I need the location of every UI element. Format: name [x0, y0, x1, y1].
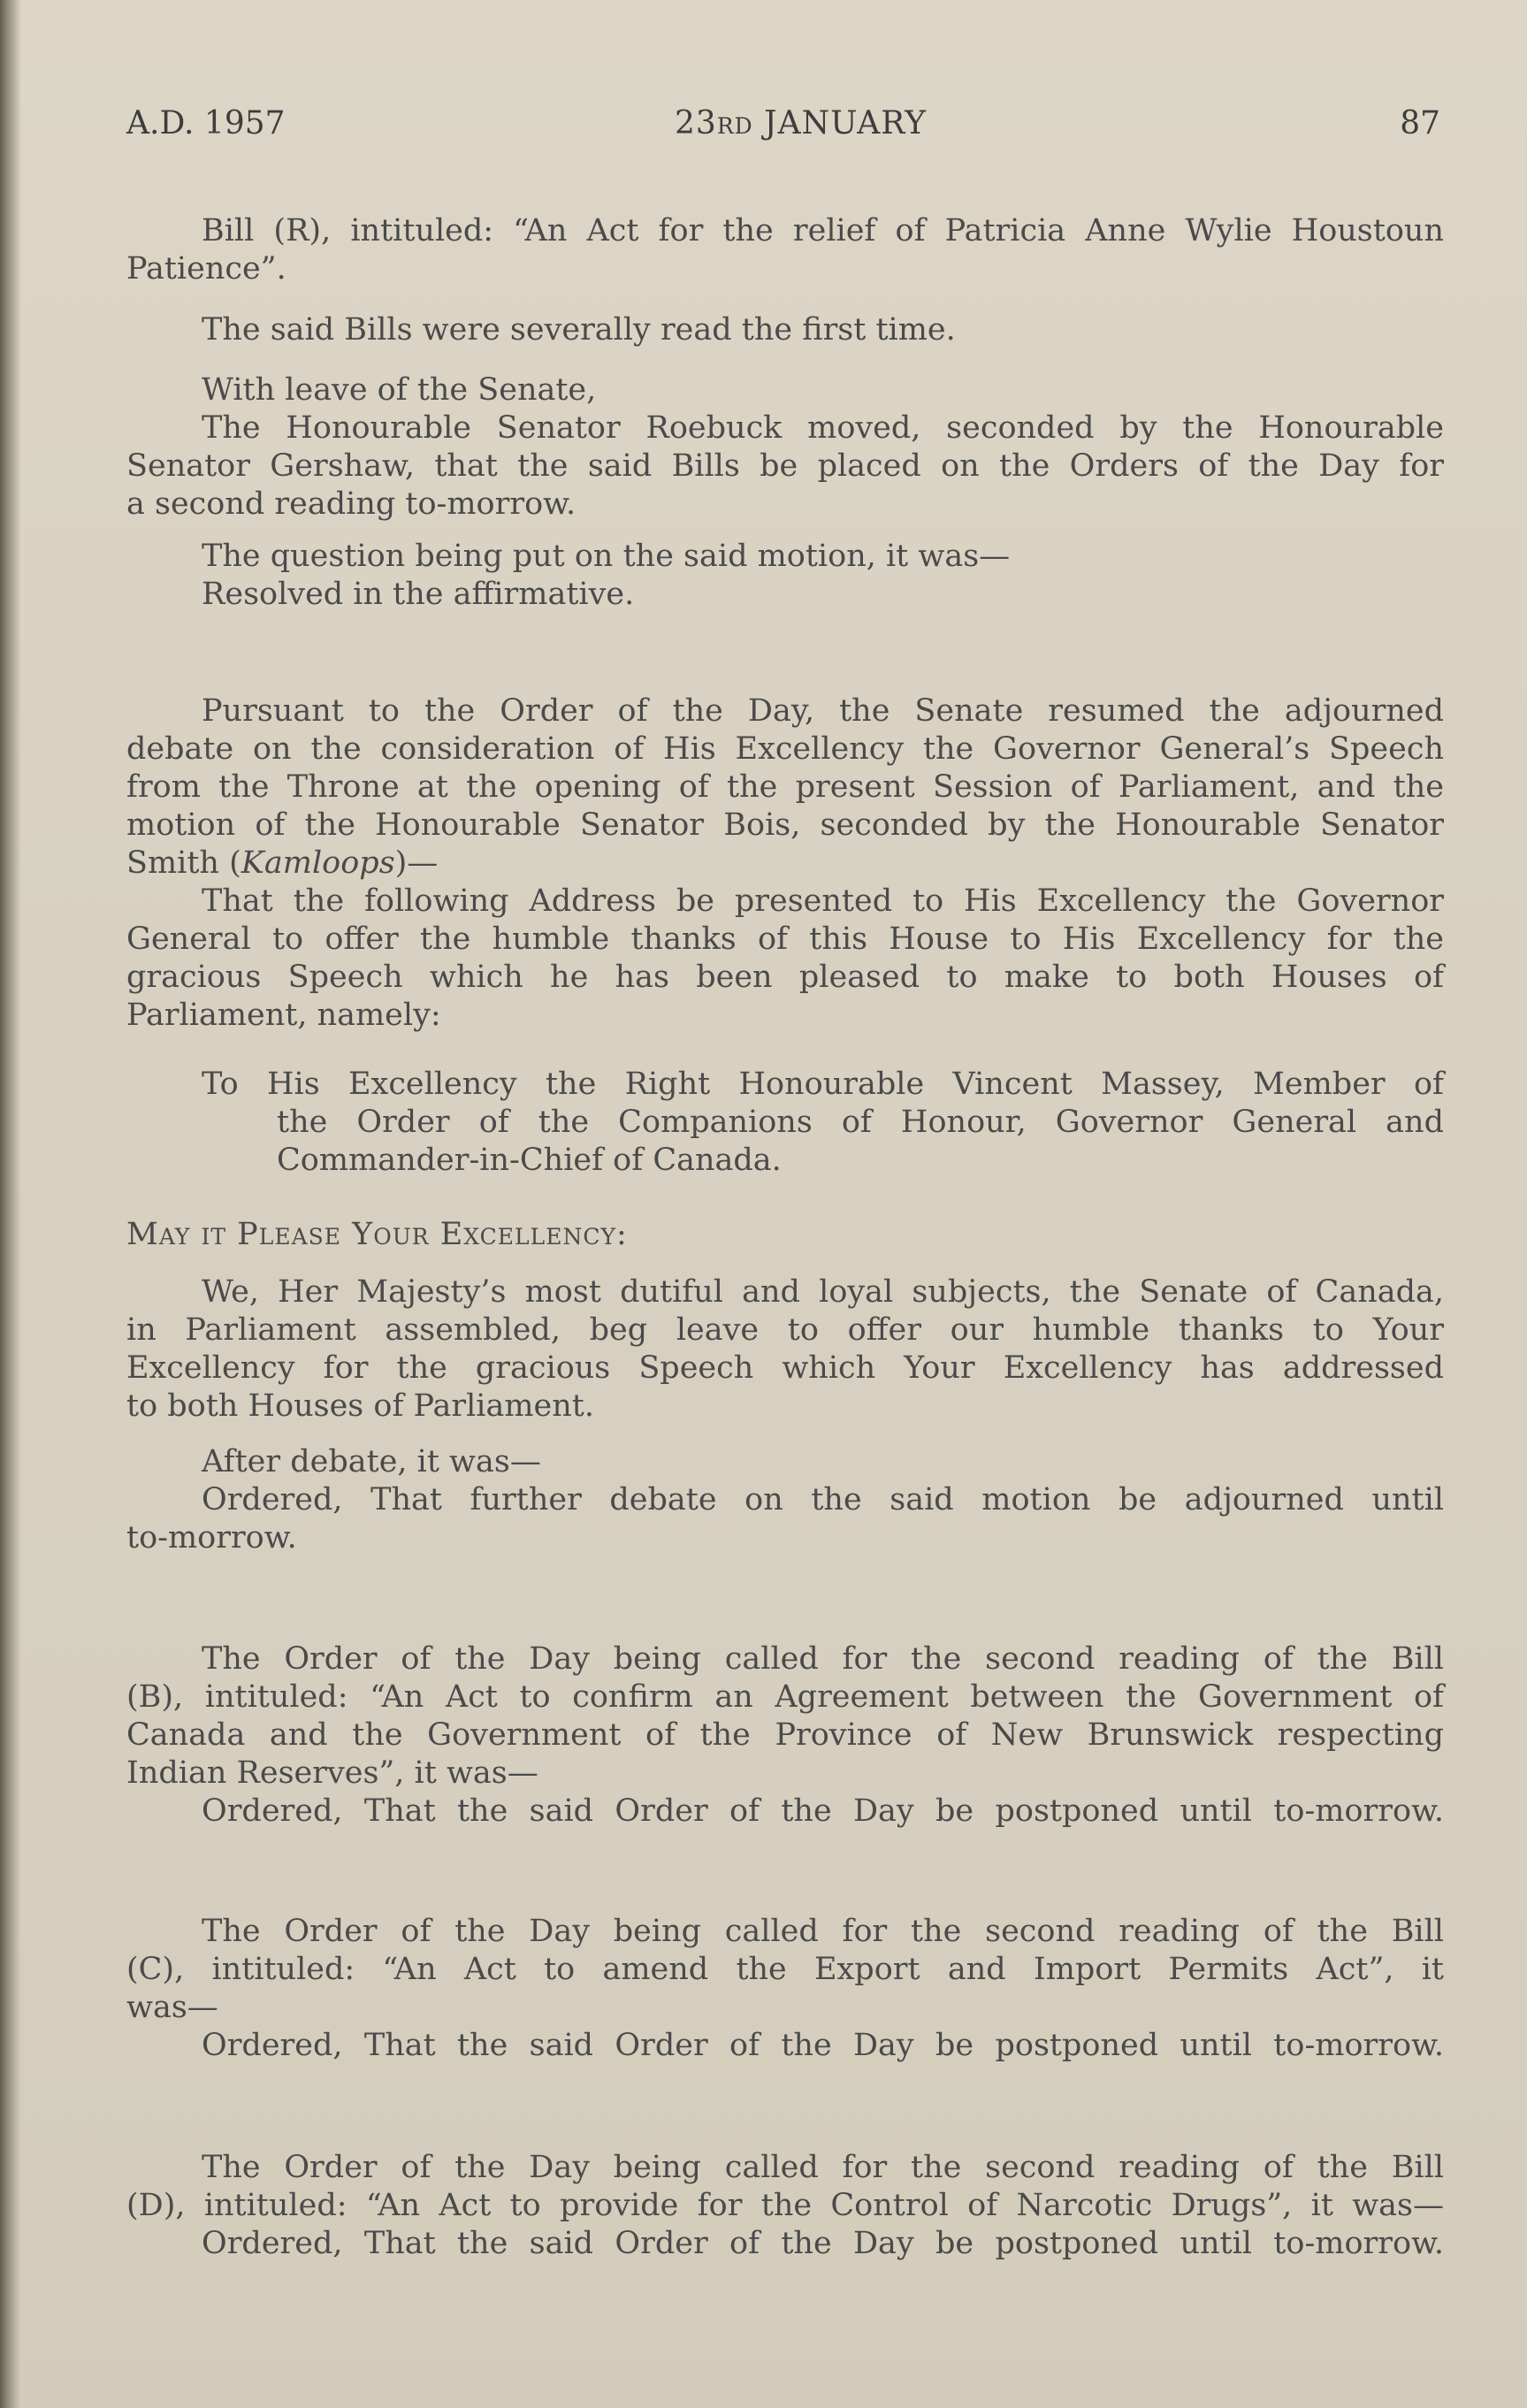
page-number: 87 [1400, 105, 1440, 141]
salutation: May it Please Your Excellency: [126, 1217, 628, 1252]
paragraph-bill-c: The Order of the Day being called for the second reading of the Bill (C), intituled: “An Act to amend the Export and Import Permits Act”, it was— Ordered, That the said Order of the Day be postponed until to-morrow. [126, 1914, 1444, 2063]
paragraph-leave-of-senate: With leave of the Senate, The Honourable Senator Roebuck moved, seconded by the Honourable Senator Gershaw, that the said Bills be placed on the Orders of the Day for a second reading to-morrow. [126, 372, 1444, 522]
paragraph-to-his-excellency: To His Excellency the Right Honourable Vincent Massey, Member of the Order of the Companions of Honour, Governor General and Commander-in-Chief of Canada. [202, 1066, 1444, 1178]
running-header [126, 104, 1444, 147]
paragraph-pursuant: Pursuant to the Order of the Day, the Senate resumed the adjourned debate on the consideration of His Excellency the Governor General’s Speech from the Throne at the opening of the present Session of Parliament, and the motion of the Honourable Senator Bois, seconded by the Honourable Senator Smith (Kamloops)— [126, 693, 1444, 881]
paragraph-question-resolved: The question being put on the said motion, it was— Resolved in the affirmative. [202, 539, 1011, 612]
paragraph-after-debate: After debate, it was— Ordered, That further debate on the said motion be adjourned until to-morrow. [126, 1444, 1444, 1556]
paragraph-bill-b: The Order of the Day being called for the second reading of the Bill (B), intituled: “An Act to confirm an Agreement between the Government of Canada and the Government of the Province of New Brunswick respecting Indian Reserves”, it was— Ordered, That the said Order of the Day be postponed until to-morrow. [126, 1641, 1444, 1829]
header-date: 23RD JANUARY [675, 105, 928, 141]
book-spine-shadow [0, 0, 21, 2408]
paragraph-address: That the following Address be presented to His Excellency the Governor General to offer the humble thanks of this House to His Excellency for the gracious Speech which he has been pleased to make to both Houses of Parliament, namely: [126, 883, 1444, 1033]
header-year: A.D. 1957 [126, 105, 286, 141]
paragraph-first-reading: The said Bills were severally read the first time. [202, 312, 956, 348]
paragraph-bill-r: Bill (R), intituled: “An Act for the relief of Patricia Anne Wylie Houstoun Patience”. [126, 213, 1444, 287]
paragraph-loyal-subjects: We, Her Majesty’s most dutiful and loyal subjects, the Senate of Canada, in Parliament assembled, beg leave to offer our humble thanks to Your Excellency for the gracious Speech which Your Excellency has addressed to both Houses of Parliament. [126, 1274, 1444, 1424]
paragraph-bill-d: The Order of the Day being called for the second reading of the Bill (D), intituled: “An Act to provide for the Control of Narcotic Drugs”, it was— Ordered, That the said Order of the Day be postponed until to-morrow. [126, 2150, 1444, 2261]
